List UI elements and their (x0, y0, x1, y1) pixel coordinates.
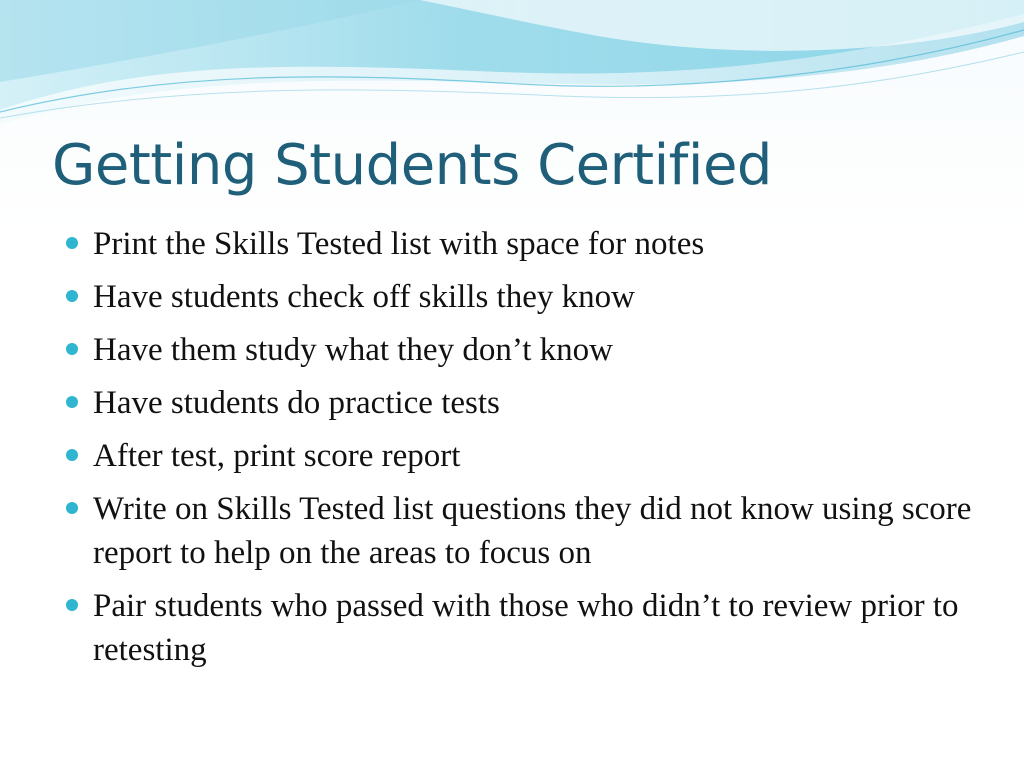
bullet-item (66, 222, 996, 266)
bullet-list (66, 222, 996, 681)
bullet-item (66, 381, 996, 425)
bullet-text: Pair students who passed with those who didn’t to review prior to retesting (93, 588, 959, 668)
bullet-dot-icon (66, 396, 78, 408)
bullet-text: Print the Skills Tested list with space for notes (93, 226, 705, 262)
bullet-item (66, 584, 996, 672)
bullet-text: Have them study what they don’t know (93, 332, 613, 368)
bullet-item (66, 275, 996, 319)
bullet-item (66, 328, 996, 372)
bullet-dot-icon (66, 343, 78, 355)
bullet-text: After test, print score report (93, 438, 461, 474)
bullet-item (66, 487, 996, 575)
bullet-dot-icon (66, 599, 78, 611)
bullet-item (66, 434, 996, 478)
bullet-dot-icon (66, 237, 78, 249)
bullet-dot-icon (66, 449, 78, 461)
bullet-dot-icon (66, 502, 78, 514)
bullet-text: Have students check off skills they know (93, 279, 635, 315)
bullet-text: Have students do practice tests (93, 385, 500, 421)
bullet-dot-icon (66, 290, 78, 302)
header-wave-decoration (0, 0, 1024, 140)
slide-title: Getting Students Certified (52, 133, 772, 198)
bullet-text: Write on Skills Tested list questions they did not know using score report to help on the areas to focus on (93, 491, 972, 571)
